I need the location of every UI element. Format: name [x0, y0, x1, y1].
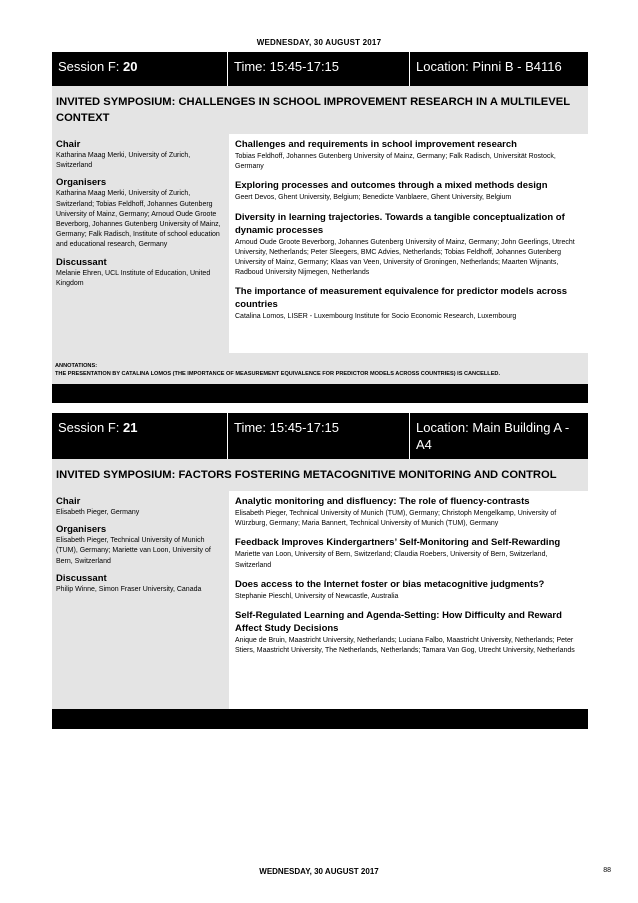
- session-id: [52, 413, 227, 459]
- presentation-authors: Anique de Bruin, Maastricht University, Netherlands; Luciana Falbo, Maastricht University, Netherlands; Peter Stiers, Maastricht University, The Netherlands, Netherlands; Tamara Van Gog, Utrecht University, Netherlands: [235, 637, 575, 655]
- session-number: 20: [123, 59, 138, 74]
- symposium-title: INVITED SYMPOSIUM: CHALLENGES IN SCHOOL IMPROVEMENT RESEARCH IN A MULTILEVEL CONTEXT: [52, 86, 588, 134]
- presentation-item: [235, 609, 582, 656]
- session-footer-bar: [52, 384, 588, 403]
- chair-names: Elisabeth Pieger, Germany: [56, 509, 140, 516]
- session-people: [52, 491, 229, 709]
- symposium-title: INVITED SYMPOSIUM: FACTORS FOSTERING METACOGNITIVE MONITORING AND CONTROL: [52, 459, 588, 491]
- discussant-label: Discussant: [56, 572, 107, 584]
- session-label: Session F:: [58, 420, 120, 435]
- presentation-item: [235, 578, 582, 602]
- annotations-text: THE PRESENTATION BY CATALINA LOMOS (THE IMPORTANCE OF MEASUREMENT EQUIVALENCE FOR PREDICTOR MODELS ACROSS COUNTRIES) IS CANCELLED.: [55, 371, 501, 377]
- annotations-box: [52, 353, 588, 384]
- presentation-title: Diversity in learning trajectories. Towards a tangible conceptualization of dynamic processes: [235, 211, 565, 236]
- page-number: 88: [603, 867, 611, 874]
- presentation-authors: Tobias Feldhoff, Johannes Gutenberg University of Mainz, Germany; Falk Radisch, Universität Rostock, Germany: [235, 153, 556, 171]
- presentation-item: [235, 495, 582, 529]
- presentations-list: [229, 491, 588, 709]
- session-header-bar: [52, 52, 588, 86]
- session-label: Session F:: [58, 59, 120, 74]
- presentations-list: [229, 134, 588, 353]
- organisers-label: Organisers: [56, 177, 107, 189]
- session-time: Time: 15:45-17:15: [227, 52, 409, 86]
- session-time: Time: 15:45-17:15: [227, 413, 409, 459]
- presentation-item: [235, 138, 582, 172]
- session-block-f21: [52, 413, 588, 729]
- chair-label: Chair: [56, 139, 81, 150]
- presentation-authors: Stephanie Pieschl, University of Newcastle, Australia: [235, 592, 399, 600]
- chair-label: Chair: [56, 496, 81, 507]
- session-footer-bar: [52, 709, 588, 729]
- chair-names: Katharina Maag Merki, University of Zurich, Switzerland: [56, 152, 191, 170]
- presentation-title: Self-Regulated Learning and Agenda-Setting: How Difficulty and Reward Affect Study Decisions: [235, 610, 562, 635]
- presentation-title: Analytic monitoring and disfluency: The role of fluency-contrasts: [235, 496, 530, 507]
- presentation-title: Does access to the Internet foster or bias metacognitive judgments?: [235, 578, 545, 590]
- presentation-authors: Catalina Lomos, LISER - Luxembourg Institute for Socio Economic Research, Luxembourg: [235, 313, 517, 321]
- session-number: 21: [123, 420, 138, 435]
- presentation-title: Exploring processes and outcomes through a mixed methods design: [235, 180, 548, 192]
- presentation-authors: Arnoud Oude Groote Beverborg, Johannes Gutenberg University of Mainz, Germany; John Geerlings, Utrecht University, Netherlands; Peter Sleegers, BMC Advies, Netherlands; Tobias Feldhoff, Johannes Gutenberg University of Mainz, Germany; Klaas van Veen, University of Groningen, Netherlands; Maarten Wijnants, Radboud University Nijmegen, Netherlands: [235, 238, 575, 277]
- session-location: Location: Main Building A - A4: [409, 413, 588, 459]
- session-body: [52, 491, 588, 709]
- annotations-label: ANNOTATIONS:: [55, 363, 98, 369]
- page-header-date: WEDNESDAY, 30 AUGUST 2017: [256, 38, 382, 47]
- presentation-item: [235, 285, 582, 322]
- presentation-authors: Elisabeth Pieger, Technical University of Munich (TUM), Germany; Christoph Mengelkamp, University of Würzburg, Germany; Maria Bannert, Technical University of Munich (TUM), Germany: [235, 510, 557, 528]
- presentation-item: [235, 211, 582, 279]
- session-block-f20: [52, 52, 588, 403]
- presentation-item: [235, 179, 582, 203]
- session-people: [52, 134, 229, 353]
- session-location: Location: Pinni B - B4116: [409, 52, 588, 86]
- presentation-item: [235, 536, 582, 570]
- discussant-names: Melanie Ehren, UCL Institute of Education, United Kingdom: [56, 269, 211, 287]
- presentation-authors: Mariette van Loon, University of Bern, Switzerland; Claudia Roebers, University of Bern, Switzerland, Switzerland: [235, 551, 548, 569]
- session-header-bar: [52, 413, 588, 459]
- presentation-title: Feedback Improves Kindergartners’ Self-Monitoring and Self-Rewarding: [235, 537, 561, 549]
- discussant-label: Discussant: [56, 256, 107, 268]
- session-body: [52, 134, 588, 353]
- page-footer-date: WEDNESDAY, 30 AUGUST 2017: [259, 867, 379, 876]
- session-id: [52, 52, 227, 86]
- organisers-names: Elisabeth Pieger, Technical University of Munich (TUM), Germany; Mariette van Loon, University of Bern, Switzerland: [56, 537, 211, 565]
- organisers-names: Katharina Maag Merki, University of Zurich, Switzerland; Tobias Feldhoff, Johannes Gutenberg University of Mainz, Germany; Arnoud Oude Groote Beverborg, Johannes Gutenberg University of Mainz, Germany; Falk Radisch, Institute of school education and educational research, Germany: [56, 190, 221, 249]
- presentation-authors: Geert Devos, Ghent University, Belgium; Benedicte Vanblaere, Ghent University, Belgium: [235, 194, 512, 202]
- presentation-title: Challenges and requirements in school improvement research: [235, 139, 517, 150]
- organisers-label: Organisers: [56, 524, 107, 536]
- discussant-names: Philip Winne, Simon Fraser University, Canada: [56, 585, 202, 593]
- presentation-title: The importance of measurement equivalence for predictor models across countries: [235, 286, 568, 311]
